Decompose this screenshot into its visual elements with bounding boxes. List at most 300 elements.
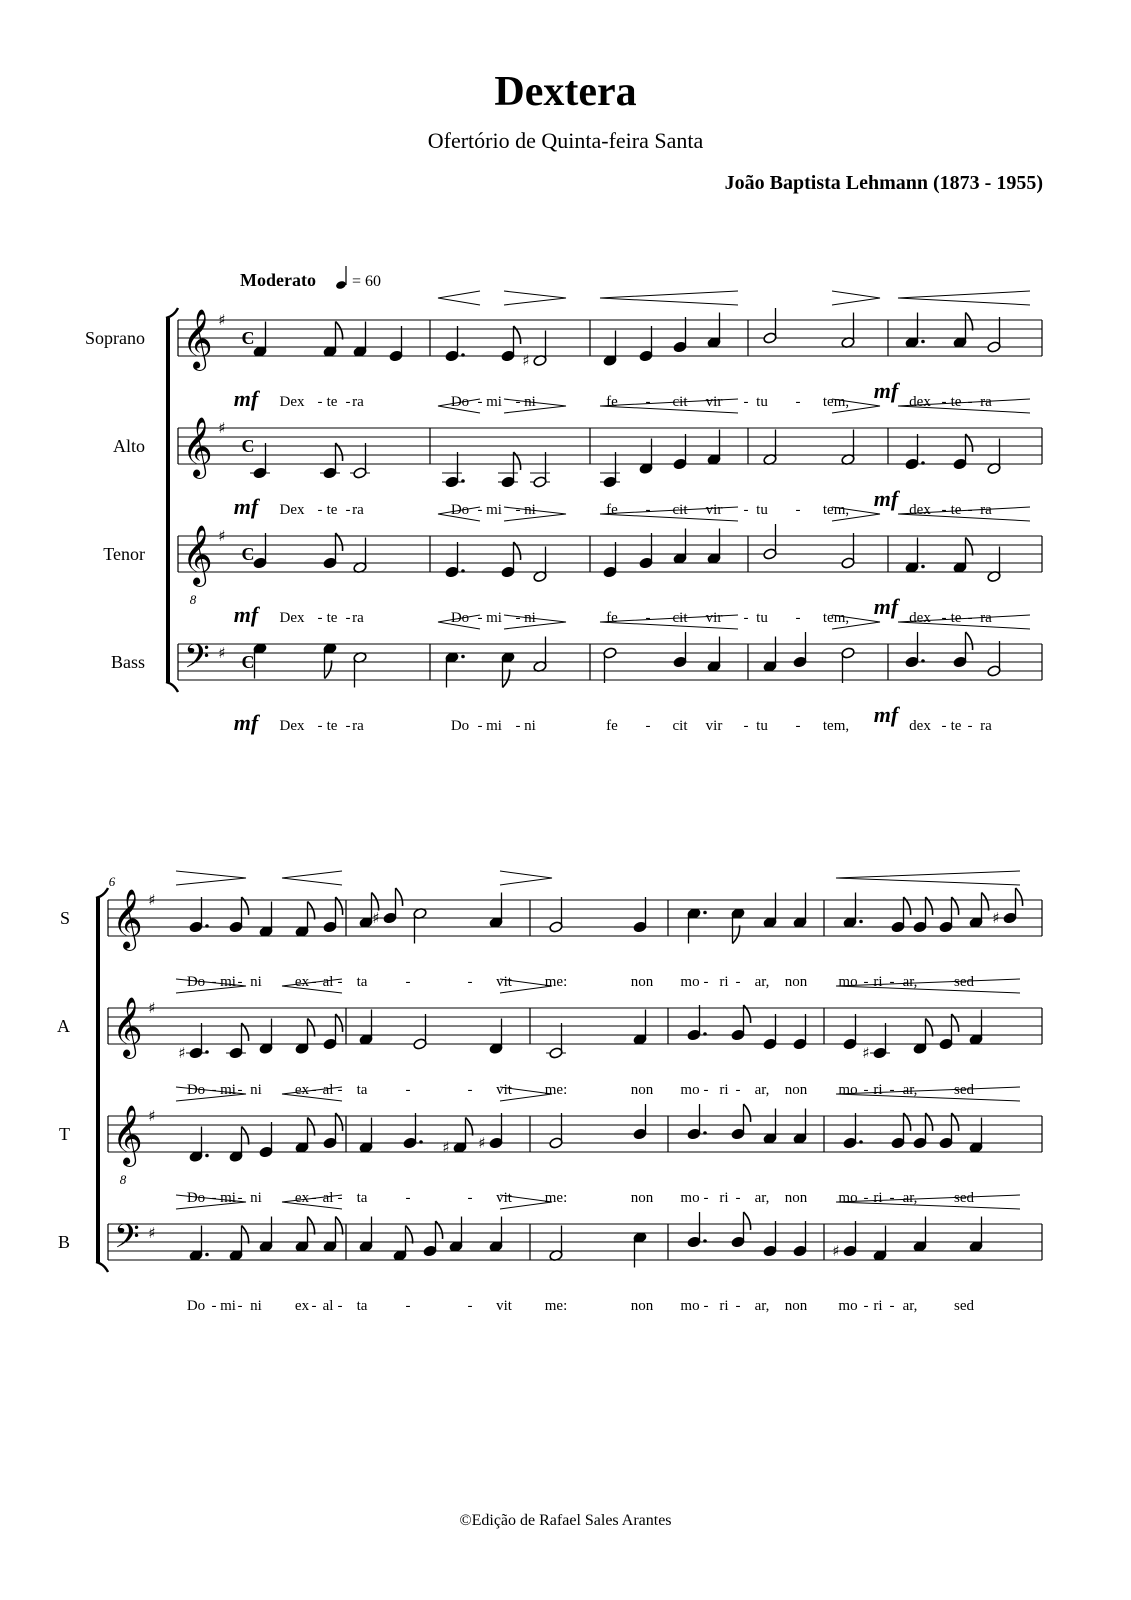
lyric-syllable: ra xyxy=(980,610,992,626)
augmentation-dot xyxy=(859,920,863,924)
note-flag xyxy=(308,1217,315,1235)
note xyxy=(229,897,249,933)
lyric-syllable: mi xyxy=(486,394,502,410)
note xyxy=(533,637,547,673)
lyric-syllable: me: xyxy=(544,1298,568,1314)
note xyxy=(533,331,547,367)
lyric-hyphen: - xyxy=(237,1190,243,1206)
treble-clef-icon: 𝄞 xyxy=(112,889,143,949)
lyric-syllable: me: xyxy=(544,974,568,990)
key-signature-sharp: ♯ xyxy=(148,1107,156,1125)
lyric-syllable: fe xyxy=(606,394,618,410)
note xyxy=(226,1023,249,1059)
lyric-hyphen: - xyxy=(477,502,483,518)
lyric-hyphen: - xyxy=(743,502,749,518)
key-signature-sharp: ♯ xyxy=(148,891,156,909)
note xyxy=(229,1226,249,1262)
augmentation-dot xyxy=(703,1239,707,1243)
note xyxy=(549,897,563,933)
lyric-syllable: te xyxy=(950,502,962,518)
note xyxy=(843,1113,863,1149)
lyric-syllable: ex xyxy=(294,1298,310,1314)
lyric-syllable: ri xyxy=(719,974,729,990)
lyric-hyphen: - xyxy=(467,974,473,990)
lyric-syllable: ex xyxy=(294,1082,310,1098)
note xyxy=(873,1226,887,1262)
lyric-syllable: cit xyxy=(672,718,688,734)
lyric-syllable: mi xyxy=(486,718,502,734)
note xyxy=(793,1109,807,1145)
note xyxy=(633,1231,647,1267)
note xyxy=(673,434,687,470)
note xyxy=(673,317,687,353)
lyric-syllable: ni xyxy=(524,394,536,410)
note xyxy=(763,1014,777,1050)
lyric-syllable: tem, xyxy=(822,610,850,626)
augmentation-dot xyxy=(205,1050,209,1054)
crescendo-hairpin xyxy=(898,291,1030,305)
decrescendo-hairpin xyxy=(832,291,880,305)
composer-credit: João Baptista Lehmann (1873 - 1955) xyxy=(724,172,1043,194)
note-flag xyxy=(308,1118,315,1136)
bracket-top-hook xyxy=(96,888,108,898)
lyric-syllable: ar, xyxy=(754,1298,770,1314)
note xyxy=(969,1217,983,1253)
dynamic-mf: mf xyxy=(233,710,259,735)
lyric-hyphen: - xyxy=(863,974,869,990)
lyric-hyphen: - xyxy=(345,502,351,518)
sharp-accidental: ♯ xyxy=(478,1134,486,1152)
lyric-syllable: mi xyxy=(220,1298,236,1314)
lyric-syllable: vir xyxy=(705,718,723,734)
lyric-syllable: mo xyxy=(838,1082,858,1098)
augmentation-dot xyxy=(859,1140,863,1144)
note xyxy=(939,1113,959,1149)
note-flag xyxy=(372,893,379,911)
lyric-syllable: ni xyxy=(524,610,536,626)
note xyxy=(449,1217,463,1253)
lyric-syllable: Dex xyxy=(279,718,305,734)
lyric-hyphen: - xyxy=(317,718,323,734)
note xyxy=(953,313,973,349)
lyric-hyphen: - xyxy=(967,610,973,626)
lyric-syllable: Do xyxy=(450,718,470,734)
note xyxy=(953,632,973,668)
note xyxy=(633,1104,647,1140)
note xyxy=(323,1217,343,1253)
note xyxy=(1003,888,1023,924)
note xyxy=(793,1014,807,1050)
lyric-syllable: tu xyxy=(756,610,768,626)
lyric-syllable: ta xyxy=(356,974,368,990)
note xyxy=(549,1226,563,1262)
edition-footer: ©Edição de Rafael Sales Arantes xyxy=(459,1512,672,1529)
decrescendo-hairpin xyxy=(500,871,552,885)
lyric-hyphen: - xyxy=(735,1082,741,1098)
note-flag xyxy=(966,313,973,331)
note xyxy=(763,308,777,344)
note-flag xyxy=(744,1212,751,1230)
treble-clef-icon: 𝄞 xyxy=(112,997,143,1057)
bracket-top-hook xyxy=(166,308,178,318)
lyric-hyphen: - xyxy=(795,502,801,518)
lyric-syllable: ra xyxy=(352,394,364,410)
lyric-hyphen: - xyxy=(795,394,801,410)
key-signature-sharp: ♯ xyxy=(218,419,226,437)
lyric-syllable: non xyxy=(630,1298,654,1314)
lyric-hyphen: - xyxy=(515,502,521,518)
note xyxy=(359,1010,373,1046)
lyric-hyphen: - xyxy=(967,394,973,410)
treble-clef-icon: 𝄞 xyxy=(112,1105,143,1165)
score-title: Dextera xyxy=(494,69,637,115)
note xyxy=(253,322,267,358)
note xyxy=(253,533,267,569)
lyric-syllable: mo xyxy=(838,1190,858,1206)
lyric-syllable: tem, xyxy=(822,394,850,410)
dynamic-mf: mf xyxy=(873,378,899,403)
note xyxy=(969,1118,983,1154)
note xyxy=(687,1005,707,1041)
lyric-hyphen: - xyxy=(743,394,749,410)
note xyxy=(987,641,1001,677)
lyric-syllable: cit xyxy=(672,610,688,626)
note xyxy=(673,632,687,668)
lyric-syllable: ar, xyxy=(754,1082,770,1098)
lyric-syllable: ta xyxy=(356,1298,368,1314)
part-label-a: A xyxy=(57,1016,70,1036)
note xyxy=(453,1118,473,1154)
lyric-syllable: ra xyxy=(352,502,364,518)
note xyxy=(841,533,855,569)
note xyxy=(763,637,777,673)
note xyxy=(731,1005,751,1041)
lyric-hyphen: - xyxy=(941,502,947,518)
augmentation-dot xyxy=(205,1253,209,1257)
lyric-syllable: ta xyxy=(356,1190,368,1206)
note xyxy=(843,893,863,929)
system-bracket xyxy=(96,898,100,1262)
lyric-syllable: mo xyxy=(680,974,700,990)
augmentation-dot xyxy=(921,340,925,344)
time-signature: C xyxy=(241,436,255,456)
augmentation-dot xyxy=(205,1154,209,1158)
note-flag xyxy=(308,1019,315,1037)
note xyxy=(489,1217,503,1253)
augmentation-dot xyxy=(703,1032,707,1036)
lyric-syllable: ar, xyxy=(754,1190,770,1206)
lyric-hyphen: - xyxy=(645,718,651,734)
lyric-hyphen: - xyxy=(863,1298,869,1314)
lyric-syllable: Dex xyxy=(279,610,305,626)
note xyxy=(953,434,973,470)
lyric-syllable: al xyxy=(322,1190,334,1206)
lyric-hyphen: - xyxy=(863,1082,869,1098)
lyric-syllable: ri xyxy=(719,1082,729,1098)
note-flag xyxy=(744,1104,751,1122)
note xyxy=(259,1217,273,1253)
lyric-syllable: fe xyxy=(606,718,618,734)
note-flag xyxy=(966,632,973,650)
note xyxy=(445,542,465,578)
lyric-syllable: Do xyxy=(186,1082,206,1098)
note-flag xyxy=(325,661,332,679)
lyric-syllable: te xyxy=(326,718,338,734)
lyric-syllable: mo xyxy=(680,1298,700,1314)
note xyxy=(763,430,777,466)
key-signature-sharp: ♯ xyxy=(148,999,156,1017)
lyric-syllable: fe xyxy=(606,502,618,518)
decrescendo-hairpin xyxy=(504,291,566,305)
note xyxy=(489,1019,503,1055)
lyric-syllable: te xyxy=(950,718,962,734)
lyric-syllable: sed xyxy=(954,1298,974,1314)
lyric-hyphen: - xyxy=(311,1298,317,1314)
part-label-tenor: Tenor xyxy=(103,544,145,564)
lyric-hyphen: - xyxy=(889,1082,895,1098)
sharp-accidental: ♯ xyxy=(442,1138,450,1157)
note xyxy=(891,897,911,933)
note xyxy=(295,1019,315,1055)
note xyxy=(533,547,547,583)
augmentation-dot xyxy=(703,911,707,915)
part-label-t: T xyxy=(59,1124,70,1144)
note xyxy=(939,897,959,933)
lyric-syllable: dex xyxy=(909,718,931,734)
note xyxy=(489,893,503,929)
bass-clef-icon: 𝄢 xyxy=(114,1218,140,1264)
augmentation-dot xyxy=(921,565,925,569)
note xyxy=(600,452,620,488)
note xyxy=(707,313,721,349)
note xyxy=(639,326,653,362)
note xyxy=(189,1226,209,1262)
lyric-hyphen: - xyxy=(337,1298,343,1314)
note xyxy=(259,1019,273,1055)
lyric-syllable: Dex xyxy=(279,502,305,518)
note xyxy=(793,893,807,929)
note-flag xyxy=(396,888,403,906)
note xyxy=(442,452,465,488)
lyric-syllable: Do xyxy=(450,502,470,518)
score-subtitle: Ofertório de Quinta-feira Santa xyxy=(427,128,704,153)
lyric-hyphen: - xyxy=(515,394,521,410)
staff-alto xyxy=(178,428,1042,464)
treble-clef-icon: 𝄞 xyxy=(182,525,213,585)
lyric-syllable: Do xyxy=(186,1190,206,1206)
note xyxy=(603,542,617,578)
lyric-hyphen: - xyxy=(211,974,217,990)
staff-s xyxy=(108,900,1042,936)
note xyxy=(793,632,807,668)
lyric-hyphen: - xyxy=(735,1298,741,1314)
note xyxy=(793,1221,807,1257)
note xyxy=(189,897,209,933)
note xyxy=(633,897,647,933)
note xyxy=(445,651,465,687)
lyric-syllable: ni xyxy=(250,1298,262,1314)
sharp-accidental: ♯ xyxy=(832,1242,840,1260)
note xyxy=(295,1118,315,1154)
staff-t xyxy=(108,1116,1042,1152)
note xyxy=(489,1113,503,1149)
lyric-syllable: non xyxy=(784,1082,808,1098)
lyric-syllable: al xyxy=(322,1298,334,1314)
lyric-syllable: dex xyxy=(909,610,931,626)
lyric-syllable: tu xyxy=(756,394,768,410)
lyric-hyphen: - xyxy=(317,610,323,626)
lyric-hyphen: - xyxy=(311,1082,317,1098)
note xyxy=(905,538,925,574)
lyric-hyphen: - xyxy=(735,974,741,990)
time-signature: C xyxy=(241,652,255,672)
note xyxy=(905,632,925,668)
lyric-syllable: mo xyxy=(680,1190,700,1206)
note xyxy=(639,439,653,475)
treble-clef-icon: 𝄞 xyxy=(182,417,213,477)
lyric-syllable: Dex xyxy=(279,394,305,410)
lyric-hyphen: - xyxy=(211,1082,217,1098)
note xyxy=(905,313,925,349)
note xyxy=(953,538,973,574)
lyric-syllable: non xyxy=(630,1082,654,1098)
lyric-syllable: sed xyxy=(954,1082,974,1098)
augmentation-dot xyxy=(419,1140,423,1144)
sharp-accidental: ♯ xyxy=(372,909,380,927)
lyric-hyphen: - xyxy=(405,1298,411,1314)
augmentation-dot xyxy=(205,924,209,928)
lyric-hyphen: - xyxy=(345,610,351,626)
tempo-marking: Moderato xyxy=(240,270,316,290)
lyric-syllable: mi xyxy=(486,610,502,626)
note xyxy=(501,542,521,578)
lyric-syllable: ex xyxy=(294,974,310,990)
lyric-hyphen: - xyxy=(515,718,521,734)
lyric-syllable: te xyxy=(326,610,338,626)
augmentation-dot xyxy=(461,479,465,483)
treble-clef-icon: 𝄞 xyxy=(182,309,213,369)
note xyxy=(913,1019,933,1055)
lyric-hyphen: - xyxy=(317,502,323,518)
lyric-hyphen: - xyxy=(237,974,243,990)
lyric-syllable: Do xyxy=(450,394,470,410)
key-signature-sharp: ♯ xyxy=(218,311,226,329)
lyric-hyphen: - xyxy=(337,1082,343,1098)
note xyxy=(673,529,687,565)
lyric-hyphen: - xyxy=(211,1190,217,1206)
lyric-hyphen: - xyxy=(345,394,351,410)
note xyxy=(639,533,653,569)
note xyxy=(687,907,707,943)
lyric-syllable: ta xyxy=(356,1082,368,1098)
lyric-syllable: me: xyxy=(544,1190,568,1206)
note xyxy=(189,1127,209,1163)
lyric-hyphen: - xyxy=(467,1298,473,1314)
lyric-syllable: mi xyxy=(486,502,502,518)
lyric-syllable: ni xyxy=(524,718,536,734)
note xyxy=(913,1113,933,1149)
note xyxy=(323,1113,343,1149)
tempo-quarter-note xyxy=(335,280,347,290)
note xyxy=(350,443,370,479)
note xyxy=(229,1127,249,1163)
note xyxy=(707,430,721,466)
lyric-syllable: ri xyxy=(719,1298,729,1314)
note xyxy=(186,1023,209,1059)
lyric-hyphen: - xyxy=(863,1190,869,1206)
augmentation-dot xyxy=(461,655,465,659)
lyric-syllable: ri xyxy=(873,1190,883,1206)
lyric-hyphen: - xyxy=(703,1190,709,1206)
note xyxy=(295,1217,315,1253)
system-bracket xyxy=(166,318,170,682)
note-flag xyxy=(503,670,510,688)
note xyxy=(987,317,1001,353)
crescendo-hairpin xyxy=(600,291,738,305)
note xyxy=(763,893,777,929)
sharp-accidental: ♯ xyxy=(522,351,530,370)
dynamic-mf: mf xyxy=(873,594,899,619)
lyric-syllable: ri xyxy=(873,1082,883,1098)
lyric-syllable: Do xyxy=(450,610,470,626)
lyric-hyphen: - xyxy=(337,974,343,990)
lyric-syllable: ar, xyxy=(902,1190,918,1206)
lyric-hyphen: - xyxy=(477,610,483,626)
sharp-accidental: ♯ xyxy=(862,1044,870,1062)
note xyxy=(353,322,367,358)
note xyxy=(413,907,427,943)
lyric-syllable: al xyxy=(322,974,334,990)
lyric-hyphen: - xyxy=(967,718,973,734)
augmentation-dot xyxy=(461,353,465,357)
lyric-syllable: ra xyxy=(352,718,364,734)
lyric-syllable: mi xyxy=(220,1190,236,1206)
augmentation-dot xyxy=(703,1131,707,1135)
note xyxy=(707,529,721,565)
dynamic-mf: mf xyxy=(233,494,259,519)
lyric-syllable: ni xyxy=(250,1190,262,1206)
dynamic-mf: mf xyxy=(233,602,259,627)
lyric-hyphen: - xyxy=(703,1298,709,1314)
note xyxy=(259,902,273,938)
lyric-hyphen: - xyxy=(467,1190,473,1206)
note xyxy=(905,434,925,470)
note xyxy=(987,439,1001,475)
lyric-syllable: ri xyxy=(719,1190,729,1206)
lyric-hyphen: - xyxy=(405,1190,411,1206)
lyric-hyphen: - xyxy=(645,610,651,626)
lyric-hyphen: - xyxy=(735,1190,741,1206)
note xyxy=(939,1014,959,1050)
note-flag xyxy=(242,1226,249,1244)
lyric-hyphen: - xyxy=(237,1082,243,1098)
note xyxy=(253,642,267,678)
lyric-hyphen: - xyxy=(645,502,651,518)
crescendo-hairpin xyxy=(836,871,1020,885)
note-flag xyxy=(733,926,740,944)
lyric-syllable: vit xyxy=(496,1190,512,1206)
lyric-hyphen: - xyxy=(311,974,317,990)
lyric-hyphen: - xyxy=(703,974,709,990)
note-flag xyxy=(466,1118,473,1136)
note xyxy=(393,1226,413,1262)
lyric-syllable: mo xyxy=(838,1298,858,1314)
note xyxy=(633,1010,647,1046)
part-label-s: S xyxy=(59,908,70,928)
note-flag xyxy=(406,1226,413,1244)
part-label-soprano: Soprano xyxy=(85,328,145,348)
lyric-hyphen: - xyxy=(477,394,483,410)
